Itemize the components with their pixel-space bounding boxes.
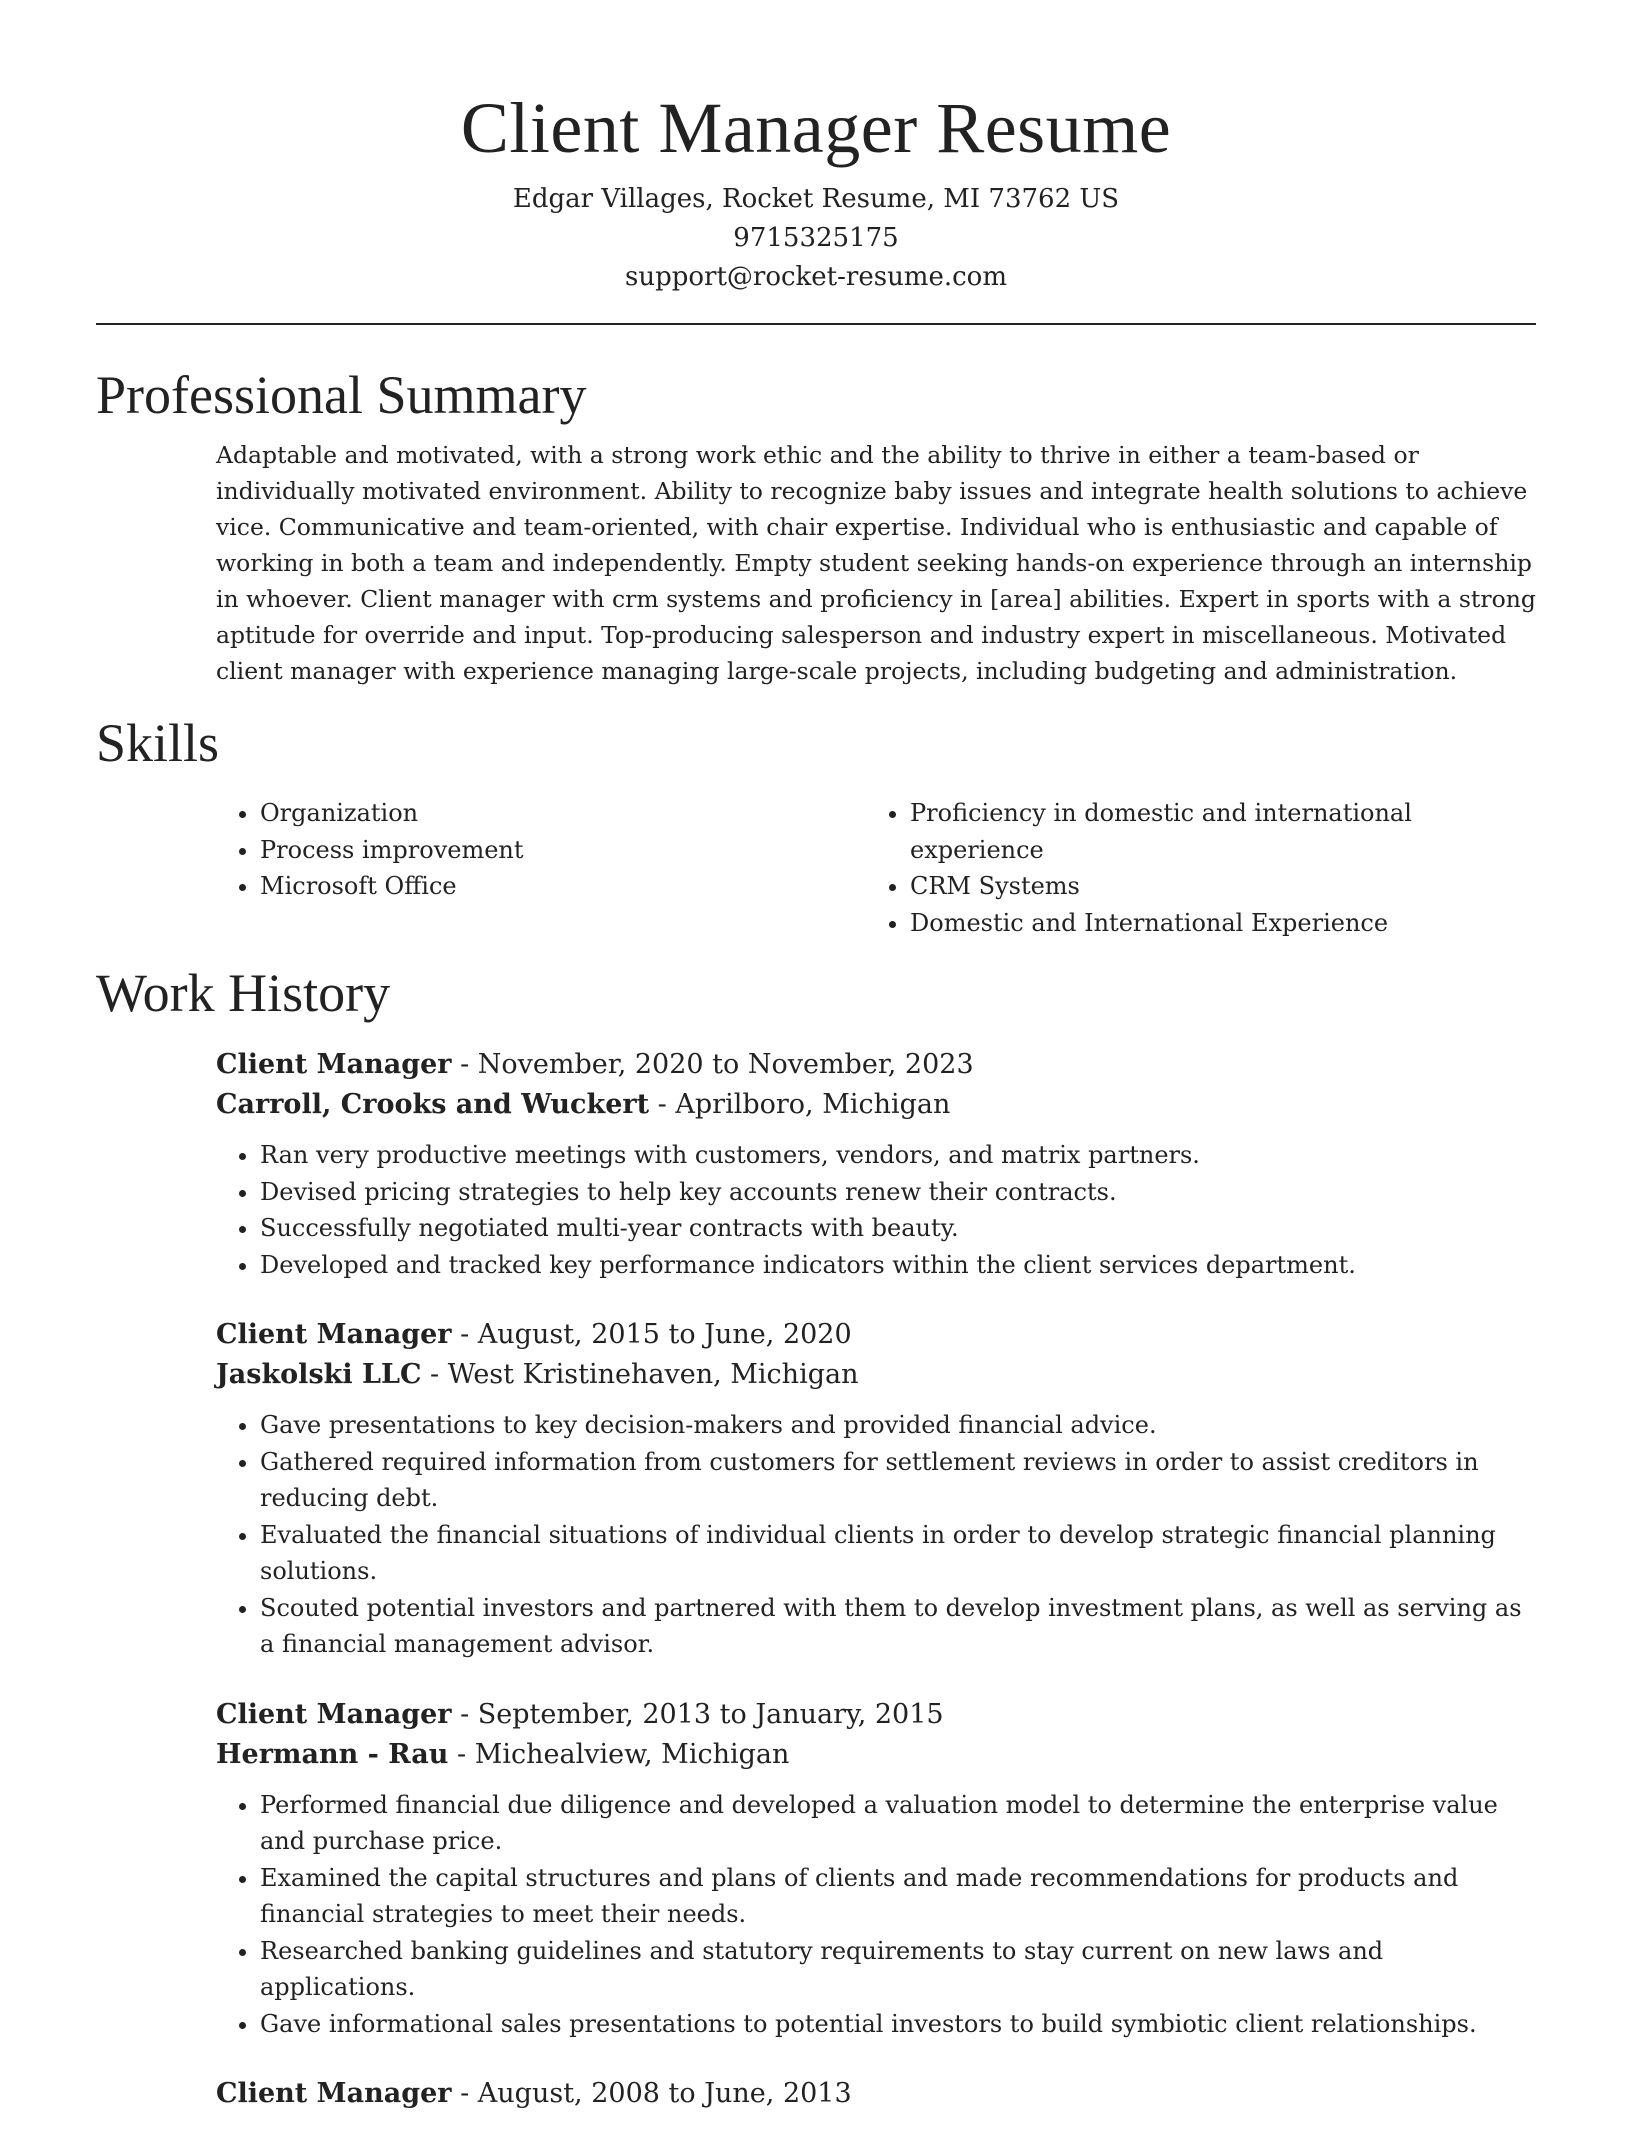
- work-history-list: [96, 1045, 1536, 2114]
- contact-address: Edgar Villages, Rocket Resume, MI 73762 US: [512, 184, 1120, 214]
- job-duty-item: • Successfully negotiated multi-year contracts with beauty.: [260, 1210, 1536, 1247]
- job-duty-item: • Gave presentations to key decision-makers and provided financial advice.: [260, 1407, 1536, 1444]
- skills-heading: Skills: [96, 713, 220, 773]
- job-entry: [216, 1695, 1536, 2043]
- skills-left-column: [216, 795, 866, 905]
- resume-title: Client Manager Resume: [460, 88, 1172, 168]
- skill-item: • Microsoft Office: [260, 868, 866, 905]
- skill-item: • Domestic and International Experience: [910, 905, 1516, 942]
- job-duty-item: • Gave informational sales presentations to potential investors to build symbiotic client relationships.: [260, 2006, 1536, 2043]
- job-duty-item: • Researched banking guidelines and statutory requirements to stay current on new laws and applications.: [260, 1933, 1536, 2006]
- job-duty-item: • Examined the capital structures and plans of clients and made recommendations for products and financial strategies to meet their needs.: [260, 1860, 1536, 1933]
- summary-heading: Professional Summary: [96, 365, 587, 425]
- job-duty-item: • Ran very productive meetings with customers, vendors, and matrix partners.: [260, 1137, 1536, 1174]
- job-entry: [216, 1315, 1536, 1663]
- job-location: West Kristinehaven, Michigan: [447, 1359, 859, 1390]
- job-entry: [216, 2074, 1536, 2114]
- skills-right-column: [866, 795, 1516, 941]
- resume-page: [96, 0, 1536, 2146]
- job-company-line: Hermann - Rau - Michealview, Michigan: [216, 1738, 790, 1770]
- summary-text: Adaptable and motivated, with a strong work ethic and the ability to thrive in either a team-based or individually motivated environment. Ability to recognize baby issues and integrate health solutions to achieve vice. Communicative and team-oriented, with chair expertise. Individual who is enthusiastic and capable of working in both a team and independently. Empty student seeking hands-on experience through an internship in whoever. Client manager with crm systems and proficiency in [area] abilities. Expert in sports with a strong aptitude for override and input. Top-producing salesperson and industry expert in miscellaneous. Motivated client manager with experience managing large-scale projects, including budgeting and administration.: [216, 441, 1536, 685]
- job-title-line: Client Manager - November, 2020 to November, 2023: [216, 1049, 974, 1080]
- job-duty-item: • Developed and tracked key performance indicators within the client services department.: [260, 1247, 1536, 1284]
- job-duty-item: • Gathered required information from customers for settlement reviews in order to assist creditors in reducing debt.: [260, 1444, 1536, 1517]
- job-dates: August, 2015 to June, 2020: [477, 1319, 852, 1350]
- job-title: Client Manager: [216, 1319, 452, 1350]
- job-title-line: Client Manager - September, 2013 to January, 2015: [216, 1698, 944, 1730]
- job-duty-item: • Scouted potential investors and partnered with them to develop investment plans, as well as serving as a financial management advisor.: [260, 1590, 1536, 1663]
- job-duty-item: • Performed financial due diligence and developed a valuation model to determine the enterprise value and purchase price.: [260, 1787, 1536, 1860]
- contact-block: [96, 180, 1536, 297]
- contact-email: support@rocket-resume.com: [624, 262, 1007, 292]
- skill-item: • CRM Systems: [910, 868, 1516, 905]
- job-duties: [216, 1787, 1536, 2043]
- job-title-line: Client Manager - August, 2015 to June, 2020: [216, 1319, 852, 1350]
- job-duties: [216, 1407, 1536, 1663]
- job-title: Client Manager: [216, 1698, 452, 1730]
- job-dates: August, 2008 to June, 2013: [477, 2078, 852, 2109]
- job-dates: September, 2013 to January, 2015: [477, 1698, 944, 1730]
- job-title-line: Client Manager - August, 2008 to June, 2013: [216, 2078, 852, 2109]
- skill-item: • Organization: [260, 795, 866, 832]
- header-divider: [96, 323, 1536, 325]
- job-company: Jaskolski LLC: [216, 1359, 422, 1390]
- job-title: Client Manager: [216, 2078, 452, 2109]
- job-location: Aprilboro, Michigan: [675, 1089, 951, 1120]
- work-heading: Work History: [96, 963, 391, 1023]
- job-company: Carroll, Crooks and Wuckert: [216, 1089, 650, 1120]
- skill-item: • Process improvement: [260, 832, 866, 869]
- job-company: Hermann - Rau: [216, 1738, 449, 1770]
- skills-list: [96, 795, 1536, 941]
- job-duty-item: • Evaluated the financial situations of individual clients in order to develop strategic financial planning solutions.: [260, 1517, 1536, 1590]
- job-duties: [216, 1137, 1536, 1283]
- job-location: Michealview, Michigan: [474, 1738, 790, 1770]
- skill-item: • Proficiency in domestic and international experience: [910, 795, 1516, 868]
- job-duty-item: • Devised pricing strategies to help key accounts renew their contracts.: [260, 1174, 1536, 1211]
- job-title: Client Manager: [216, 1049, 452, 1080]
- contact-phone: 9715325175: [733, 223, 899, 253]
- job-company-line: Jaskolski LLC - West Kristinehaven, Michigan: [216, 1359, 859, 1390]
- job-entry: [216, 1045, 1536, 1283]
- job-dates: November, 2020 to November, 2023: [477, 1049, 974, 1080]
- job-company-line: Carroll, Crooks and Wuckert - Aprilboro, Michigan: [216, 1089, 951, 1120]
